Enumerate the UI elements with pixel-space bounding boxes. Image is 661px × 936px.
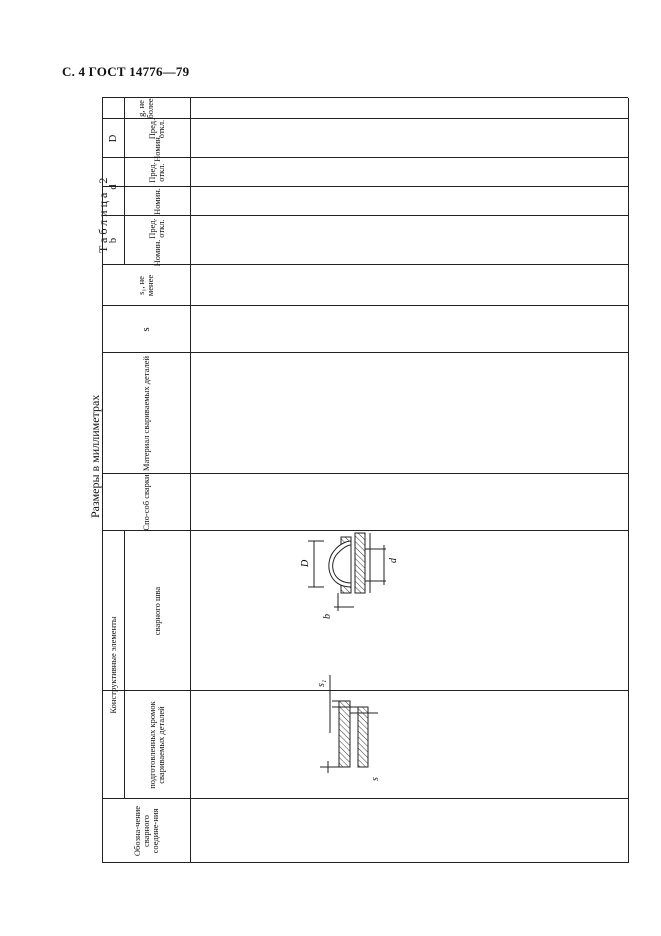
weld-seam-sketch	[308, 533, 386, 611]
header-weld: сварного шва	[151, 586, 162, 636]
header-designation: Обозна-чение сварного соедине-ния	[131, 805, 160, 857]
header-material: Материал свариваемых деталей	[140, 355, 151, 472]
sketch-label-b: b	[322, 614, 333, 619]
rotated-table-page	[88, 98, 628, 863]
sketch-label-s1: s₁	[316, 679, 327, 687]
header-D: D	[107, 134, 119, 143]
sketch-label-d: d	[388, 558, 399, 563]
header-constructive: Конструктивные элементы	[107, 616, 118, 714]
header-prepared-edges: подготовленных кромок свариваемых деталей	[147, 701, 166, 789]
header-d: d	[107, 184, 119, 190]
rule	[628, 98, 629, 863]
table-title: Таблица 2	[96, 174, 110, 253]
header-b: b	[107, 237, 119, 244]
units-caption: Размеры в миллиметрах	[88, 394, 102, 518]
rule	[190, 98, 191, 863]
header-s: s	[140, 327, 152, 332]
sketch-label-D: D	[300, 559, 311, 567]
sketch-label-s: s	[370, 777, 381, 781]
header-d-nom: Номин.	[151, 188, 162, 215]
header-D-dev: Пред. откл.	[147, 118, 166, 140]
page-header: С. 4 ГОСТ 14776—79	[62, 64, 190, 79]
header-b-dev: Пред. откл.	[147, 218, 166, 239]
header-g: g, не более	[136, 98, 155, 119]
header-b-nom: Номин.	[151, 239, 162, 267]
header-D-nom: Номин.	[151, 135, 162, 162]
header-method: Спо-соб сварки	[140, 474, 151, 531]
header-d-dev: Пред. откл.	[147, 162, 166, 183]
header-s1: s₁, не менее	[136, 274, 155, 297]
